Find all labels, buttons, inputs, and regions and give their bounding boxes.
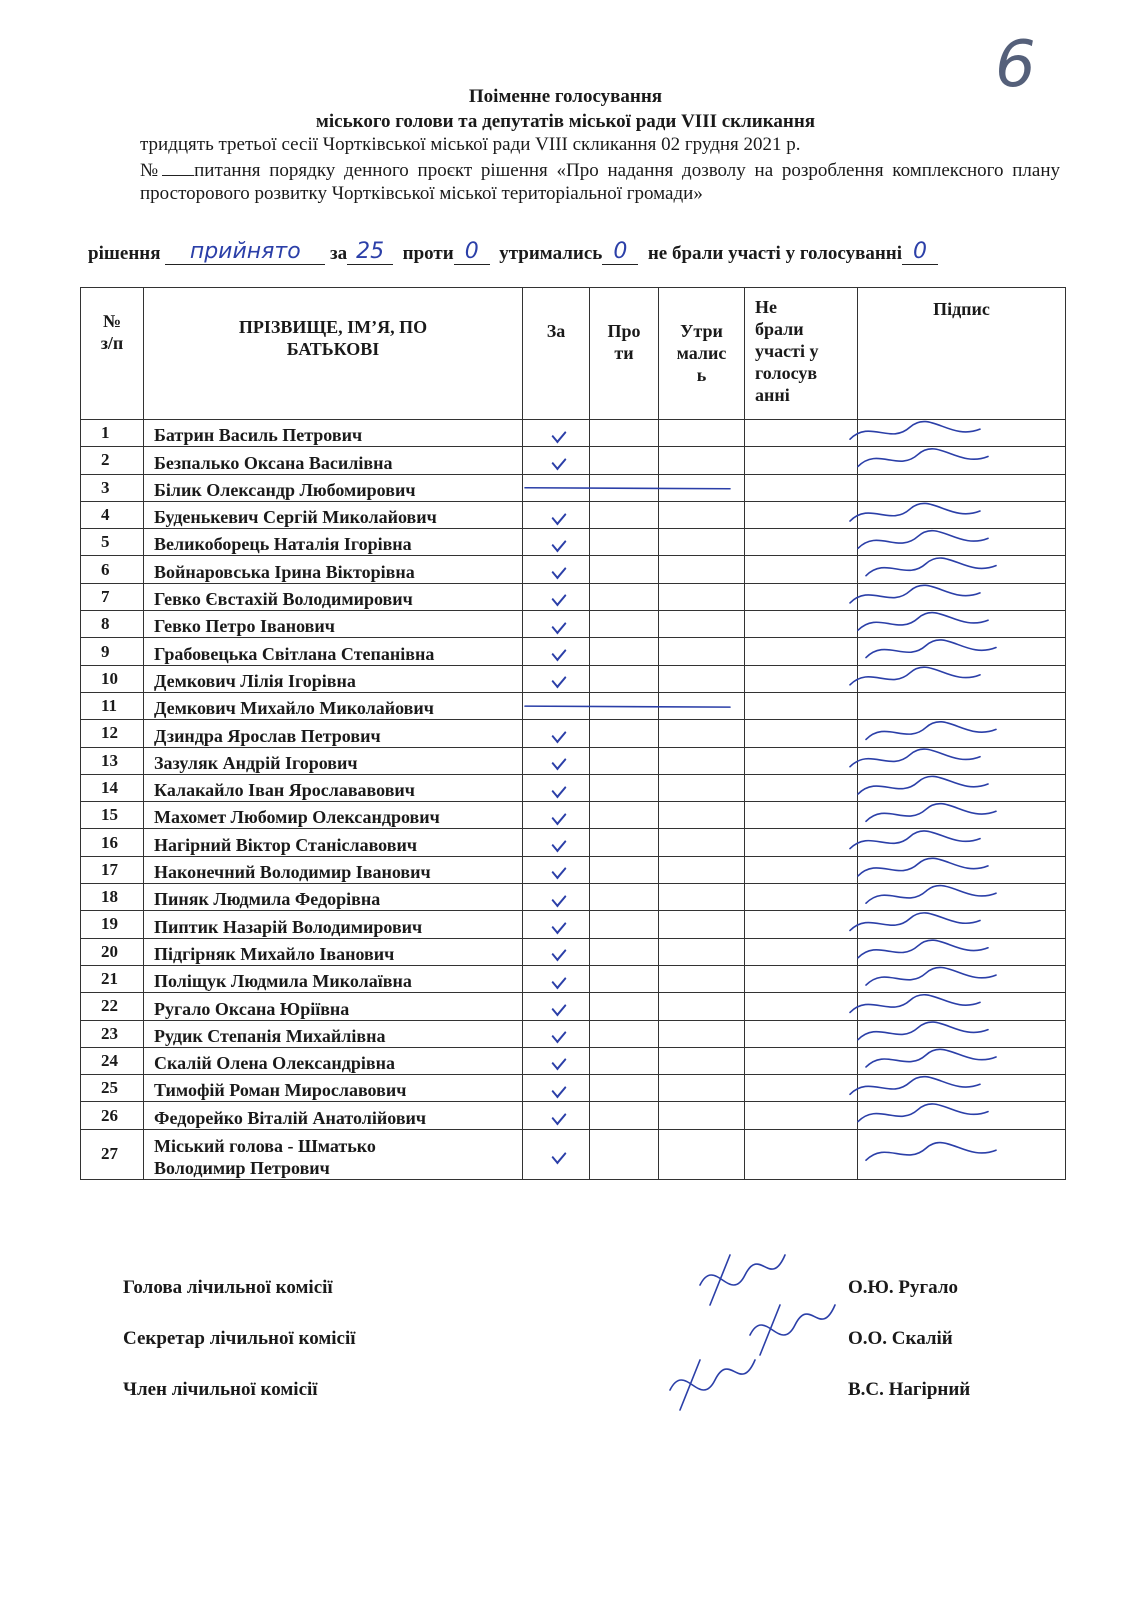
vote-za-cell bbox=[523, 1075, 590, 1102]
vote-proty-cell bbox=[590, 720, 659, 747]
vote-ne-cell bbox=[745, 774, 858, 801]
vote-za-cell bbox=[523, 638, 590, 665]
vote-proty-cell bbox=[590, 447, 659, 474]
vote-utr-cell bbox=[659, 747, 745, 774]
table-row bbox=[81, 829, 1066, 856]
vote-utr-cell bbox=[659, 501, 745, 528]
check-mark-icon bbox=[552, 507, 567, 525]
vote-ne-cell bbox=[745, 1102, 858, 1129]
vote-za-cell bbox=[523, 829, 590, 856]
check-mark-icon bbox=[552, 644, 567, 662]
check-mark-icon bbox=[552, 589, 567, 607]
header-utrymalys: Утри малис ь bbox=[659, 288, 745, 420]
vote-ne-cell bbox=[745, 911, 858, 938]
document-title: Поіменне голосування bbox=[468, 86, 663, 107]
signature-cell bbox=[858, 720, 1066, 747]
table-row bbox=[81, 665, 1066, 692]
vote-ne-cell bbox=[745, 802, 858, 829]
commission-signature bbox=[750, 1305, 835, 1355]
table-row bbox=[81, 611, 1066, 638]
member-name: Зазуляк Андрій Ігорович bbox=[144, 747, 523, 774]
decision-line bbox=[88, 240, 1088, 265]
vote-proty-cell bbox=[590, 583, 659, 610]
row-number: 16 bbox=[81, 829, 144, 856]
row-number: 23 bbox=[81, 1020, 144, 1047]
member-name: Пиняк Людмила Федорівна bbox=[144, 884, 523, 911]
commission-signature bbox=[700, 1255, 785, 1305]
vote-utr-cell bbox=[659, 802, 745, 829]
row-number: 25 bbox=[81, 1075, 144, 1102]
vote-ne-cell bbox=[745, 747, 858, 774]
vote-utr-cell bbox=[659, 856, 745, 883]
agenda-text: питання порядку денного проєкт рішення «Про надання дозволу на розроблення комплексного плану просторового розвитку Чортківської міської територіальної громади» bbox=[140, 160, 1060, 204]
check-mark-icon bbox=[552, 453, 567, 471]
signature-cell bbox=[858, 583, 1066, 610]
vote-ne-cell bbox=[745, 665, 858, 692]
signature-cell bbox=[858, 556, 1066, 583]
member-name: Грабовецька Світлана Степанівна bbox=[144, 638, 523, 665]
member-name: Махомет Любомир Олександрович bbox=[144, 802, 523, 829]
vote-za-cell bbox=[523, 720, 590, 747]
vote-za-cell bbox=[523, 1020, 590, 1047]
signature-cell bbox=[858, 420, 1066, 447]
check-mark-icon bbox=[552, 562, 567, 580]
decision-value: прийнято bbox=[165, 240, 325, 265]
row-number: 11 bbox=[81, 692, 144, 719]
ne-value: 0 bbox=[902, 240, 938, 265]
member-name: Безпалько Оксана Василівна bbox=[144, 447, 523, 474]
vote-proty-cell bbox=[590, 638, 659, 665]
vote-table-body bbox=[81, 420, 1066, 1180]
check-mark-icon bbox=[552, 917, 567, 935]
row-number: 3 bbox=[81, 474, 144, 501]
table-row bbox=[81, 420, 1066, 447]
vote-ne-cell bbox=[745, 856, 858, 883]
check-mark-icon bbox=[552, 1108, 567, 1126]
signature-cell bbox=[858, 1020, 1066, 1047]
signature-cell bbox=[858, 1047, 1066, 1074]
row-number: 6 bbox=[81, 556, 144, 583]
table-row bbox=[81, 1020, 1066, 1047]
signature-cell bbox=[858, 993, 1066, 1020]
member-name: Наконечний Володимир Іванович bbox=[144, 856, 523, 883]
vote-za-cell bbox=[523, 938, 590, 965]
signature-cell bbox=[858, 638, 1066, 665]
vote-za-cell bbox=[523, 556, 590, 583]
vote-proty-cell bbox=[590, 993, 659, 1020]
table-row bbox=[81, 747, 1066, 774]
agenda-item bbox=[140, 158, 1060, 205]
check-mark-icon bbox=[552, 616, 567, 634]
signature-cell bbox=[858, 529, 1066, 556]
vote-utr-cell bbox=[659, 884, 745, 911]
row-number: 21 bbox=[81, 965, 144, 992]
vote-proty-cell bbox=[590, 884, 659, 911]
check-mark-icon bbox=[552, 807, 567, 825]
vote-za-cell bbox=[523, 447, 590, 474]
check-mark-icon bbox=[552, 671, 567, 689]
check-mark-icon bbox=[552, 1080, 567, 1098]
vote-proty-cell bbox=[590, 665, 659, 692]
header-proty: Про ти bbox=[590, 288, 659, 420]
signature-cell bbox=[858, 856, 1066, 883]
vote-utr-cell bbox=[659, 993, 745, 1020]
row-number: 27 bbox=[81, 1129, 144, 1179]
header-no: № з/п bbox=[81, 288, 144, 420]
agenda-number-blank bbox=[162, 158, 194, 176]
commission-chair-label: Голова лічильної комісії bbox=[123, 1277, 333, 1298]
utr-value: 0 bbox=[602, 240, 638, 265]
table-header-row bbox=[81, 288, 1066, 420]
table-row bbox=[81, 556, 1066, 583]
check-mark-icon bbox=[552, 1146, 567, 1164]
member-name: Поліщук Людмила Миколаївна bbox=[144, 965, 523, 992]
header-za: За bbox=[523, 288, 590, 420]
vote-proty-cell bbox=[590, 501, 659, 528]
signature-cell bbox=[858, 611, 1066, 638]
member-name: Демкович Михайло Миколайович bbox=[144, 692, 523, 719]
member-name: Буденькевич Сергій Миколайович bbox=[144, 501, 523, 528]
member-name: Нагірний Віктор Станіславович bbox=[144, 829, 523, 856]
vote-utr-cell bbox=[659, 829, 745, 856]
vote-utr-cell bbox=[659, 474, 745, 501]
signature-cell bbox=[858, 501, 1066, 528]
row-number: 19 bbox=[81, 911, 144, 938]
member-name: Пиптик Назарій Володимирович bbox=[144, 911, 523, 938]
member-name: Батрин Василь Петрович bbox=[144, 420, 523, 447]
row-number: 22 bbox=[81, 993, 144, 1020]
member-name: Демкович Лілія Ігорівна bbox=[144, 665, 523, 692]
vote-utr-cell bbox=[659, 1129, 745, 1179]
signature-cell bbox=[858, 802, 1066, 829]
vote-za-cell bbox=[523, 692, 590, 719]
vote-proty-cell bbox=[590, 1102, 659, 1129]
vote-za-cell bbox=[523, 802, 590, 829]
vote-za-cell bbox=[523, 774, 590, 801]
table-row bbox=[81, 501, 1066, 528]
vote-utr-cell bbox=[659, 1047, 745, 1074]
vote-ne-cell bbox=[745, 474, 858, 501]
signature-cell bbox=[858, 884, 1066, 911]
vote-utr-cell bbox=[659, 938, 745, 965]
table-row bbox=[81, 1075, 1066, 1102]
za-value: 25 bbox=[347, 240, 393, 265]
vote-utr-cell bbox=[659, 638, 745, 665]
table-row bbox=[81, 638, 1066, 665]
vote-ne-cell bbox=[745, 965, 858, 992]
signature-cell bbox=[858, 911, 1066, 938]
vote-proty-cell bbox=[590, 829, 659, 856]
proty-label: проти bbox=[402, 243, 454, 264]
commission-signature bbox=[670, 1360, 755, 1410]
vote-utr-cell bbox=[659, 720, 745, 747]
member-name: Гевко Петро Іванович bbox=[144, 611, 523, 638]
vote-utr-cell bbox=[659, 447, 745, 474]
vote-za-cell bbox=[523, 474, 590, 501]
row-number: 13 bbox=[81, 747, 144, 774]
vote-za-cell bbox=[523, 747, 590, 774]
signature-cell bbox=[858, 1129, 1066, 1179]
vote-ne-cell bbox=[745, 501, 858, 528]
vote-proty-cell bbox=[590, 420, 659, 447]
vote-ne-cell bbox=[745, 692, 858, 719]
header-signature: Підпис bbox=[858, 288, 1066, 420]
table-row bbox=[81, 474, 1066, 501]
vote-proty-cell bbox=[590, 774, 659, 801]
check-mark-icon bbox=[552, 534, 567, 552]
check-mark-icon bbox=[552, 999, 567, 1017]
commission-member-name: В.С. Нагірний bbox=[848, 1379, 971, 1400]
page-number: 6 bbox=[995, 28, 1036, 102]
table-row bbox=[81, 965, 1066, 992]
vote-utr-cell bbox=[659, 665, 745, 692]
row-number: 4 bbox=[81, 501, 144, 528]
vote-ne-cell bbox=[745, 884, 858, 911]
vote-ne-cell bbox=[745, 583, 858, 610]
vote-ne-cell bbox=[745, 447, 858, 474]
vote-proty-cell bbox=[590, 1129, 659, 1179]
vote-ne-cell bbox=[745, 993, 858, 1020]
vote-utr-cell bbox=[659, 1075, 745, 1102]
signature-cell bbox=[858, 665, 1066, 692]
vote-utr-cell bbox=[659, 965, 745, 992]
member-name: Скалій Олена Олександрівна bbox=[144, 1047, 523, 1074]
proty-value: 0 bbox=[454, 240, 490, 265]
document-subtitle: міського голови та депутатів міської ради VIII скликання bbox=[315, 111, 816, 132]
table-row bbox=[81, 1102, 1066, 1129]
vote-za-cell bbox=[523, 611, 590, 638]
vote-za-cell bbox=[523, 1102, 590, 1129]
vote-za-cell bbox=[523, 1129, 590, 1179]
vote-utr-cell bbox=[659, 556, 745, 583]
member-name: Рудик Степанія Михайлівна bbox=[144, 1020, 523, 1047]
commission-secretary-label: Секретар лічильної комісії bbox=[123, 1328, 356, 1349]
vote-za-cell bbox=[523, 501, 590, 528]
vote-za-cell bbox=[523, 856, 590, 883]
vote-za-cell bbox=[523, 911, 590, 938]
row-number: 9 bbox=[81, 638, 144, 665]
vote-proty-cell bbox=[590, 1075, 659, 1102]
vote-ne-cell bbox=[745, 529, 858, 556]
table-row bbox=[81, 911, 1066, 938]
table-row bbox=[81, 583, 1066, 610]
check-mark-icon bbox=[552, 726, 567, 744]
check-mark-icon bbox=[552, 835, 567, 853]
check-mark-icon bbox=[552, 1053, 567, 1071]
table-row bbox=[81, 1047, 1066, 1074]
vote-ne-cell bbox=[745, 611, 858, 638]
member-name: Підгірняк Михайло Іванович bbox=[144, 938, 523, 965]
vote-proty-cell bbox=[590, 692, 659, 719]
row-number: 1 bbox=[81, 420, 144, 447]
vote-utr-cell bbox=[659, 1102, 745, 1129]
table-row bbox=[81, 774, 1066, 801]
za-label: за bbox=[330, 243, 348, 264]
vote-utr-cell bbox=[659, 583, 745, 610]
vote-proty-cell bbox=[590, 911, 659, 938]
signature-cell bbox=[858, 447, 1066, 474]
vote-proty-cell bbox=[590, 1020, 659, 1047]
row-number: 20 bbox=[81, 938, 144, 965]
vote-ne-cell bbox=[745, 829, 858, 856]
table-row bbox=[81, 884, 1066, 911]
vote-za-cell bbox=[523, 583, 590, 610]
vote-proty-cell bbox=[590, 529, 659, 556]
vote-za-cell bbox=[523, 884, 590, 911]
signature-cell bbox=[858, 1075, 1066, 1102]
row-number: 18 bbox=[81, 884, 144, 911]
vote-ne-cell bbox=[745, 1129, 858, 1179]
vote-utr-cell bbox=[659, 911, 745, 938]
signature-cell bbox=[858, 965, 1066, 992]
table-row bbox=[81, 692, 1066, 719]
vote-proty-cell bbox=[590, 1047, 659, 1074]
vote-za-cell bbox=[523, 665, 590, 692]
vote-utr-cell bbox=[659, 529, 745, 556]
vote-utr-cell bbox=[659, 420, 745, 447]
vote-za-cell bbox=[523, 1047, 590, 1074]
decision-label: рішення bbox=[88, 243, 161, 264]
vote-utr-cell bbox=[659, 692, 745, 719]
vote-ne-cell bbox=[745, 720, 858, 747]
row-number: 7 bbox=[81, 583, 144, 610]
signature-cell bbox=[858, 829, 1066, 856]
vote-ne-cell bbox=[745, 1020, 858, 1047]
vote-proty-cell bbox=[590, 556, 659, 583]
session-line: тридцять третьої сесії Чортківської міської ради VIII скликання 02 грудня 2021 р. bbox=[140, 134, 801, 155]
vote-proty-cell bbox=[590, 474, 659, 501]
signature-cell bbox=[858, 692, 1066, 719]
member-name: Гевко Євстахій Володимирович bbox=[144, 583, 523, 610]
member-name: Міський голова - Шматько Володимир Петрович bbox=[144, 1129, 523, 1179]
vote-proty-cell bbox=[590, 965, 659, 992]
row-number: 8 bbox=[81, 611, 144, 638]
check-mark-icon bbox=[552, 425, 567, 443]
member-name: Ругало Оксана Юріївна bbox=[144, 993, 523, 1020]
table-row bbox=[81, 993, 1066, 1020]
utr-label: утримались bbox=[499, 243, 603, 264]
vote-utr-cell bbox=[659, 774, 745, 801]
check-mark-icon bbox=[552, 1026, 567, 1044]
table-row bbox=[81, 447, 1066, 474]
vote-proty-cell bbox=[590, 611, 659, 638]
vote-table bbox=[80, 287, 1066, 1180]
row-number: 24 bbox=[81, 1047, 144, 1074]
member-name: Дзиндра Ярослав Петрович bbox=[144, 720, 523, 747]
member-name: Войнаровська Ірина Вікторівна bbox=[144, 556, 523, 583]
row-number: 5 bbox=[81, 529, 144, 556]
vote-za-cell bbox=[523, 965, 590, 992]
row-number: 10 bbox=[81, 665, 144, 692]
row-number: 2 bbox=[81, 447, 144, 474]
vote-za-cell bbox=[523, 529, 590, 556]
ne-label: не брали участі у голосуванні bbox=[647, 243, 903, 264]
commission-chair-name: О.Ю. Ругало bbox=[848, 1277, 958, 1298]
signature-cell bbox=[858, 747, 1066, 774]
member-name: Тимофій Роман Мирославович bbox=[144, 1075, 523, 1102]
member-name: Калакайло Іван Ярослававович bbox=[144, 774, 523, 801]
check-mark-icon bbox=[552, 889, 567, 907]
signature-cell bbox=[858, 1102, 1066, 1129]
vote-ne-cell bbox=[745, 1075, 858, 1102]
vote-ne-cell bbox=[745, 1047, 858, 1074]
table-row bbox=[81, 802, 1066, 829]
header-ne-braly: Не брали участі у голосув анні bbox=[745, 288, 858, 420]
row-number: 26 bbox=[81, 1102, 144, 1129]
check-mark-icon bbox=[552, 971, 567, 989]
table-row bbox=[81, 938, 1066, 965]
row-number: 15 bbox=[81, 802, 144, 829]
member-name: Великоборець Наталія Ігорівна bbox=[144, 529, 523, 556]
header-name: ПРІЗВИЩЕ, ІМ’Я, ПО БАТЬКОВІ bbox=[144, 288, 523, 420]
member-name: Федорейко Віталій Анатолійович bbox=[144, 1102, 523, 1129]
check-mark-icon bbox=[552, 944, 567, 962]
vote-proty-cell bbox=[590, 938, 659, 965]
signature-cell bbox=[858, 938, 1066, 965]
table-row bbox=[81, 529, 1066, 556]
table-row bbox=[81, 720, 1066, 747]
vote-ne-cell bbox=[745, 420, 858, 447]
row-number: 12 bbox=[81, 720, 144, 747]
check-mark-icon bbox=[552, 780, 567, 798]
vote-proty-cell bbox=[590, 856, 659, 883]
signature-cell bbox=[858, 474, 1066, 501]
signature-cell bbox=[858, 774, 1066, 801]
commission-member-label: Член лічильної комісії bbox=[123, 1379, 318, 1400]
check-mark-icon bbox=[552, 753, 567, 771]
table-row bbox=[81, 1129, 1066, 1179]
commission-secretary-name: О.О. Скалій bbox=[848, 1328, 953, 1349]
vote-utr-cell bbox=[659, 1020, 745, 1047]
vote-proty-cell bbox=[590, 747, 659, 774]
vote-za-cell bbox=[523, 420, 590, 447]
vote-ne-cell bbox=[745, 638, 858, 665]
row-number: 14 bbox=[81, 774, 144, 801]
vote-za-cell bbox=[523, 993, 590, 1020]
table-row bbox=[81, 856, 1066, 883]
vote-ne-cell bbox=[745, 556, 858, 583]
row-number: 17 bbox=[81, 856, 144, 883]
agenda-number-prefix: № bbox=[140, 160, 163, 181]
vote-utr-cell bbox=[659, 611, 745, 638]
vote-ne-cell bbox=[745, 938, 858, 965]
member-name: Білик Олександр Любомирович bbox=[144, 474, 523, 501]
check-mark-icon bbox=[552, 862, 567, 880]
vote-proty-cell bbox=[590, 802, 659, 829]
